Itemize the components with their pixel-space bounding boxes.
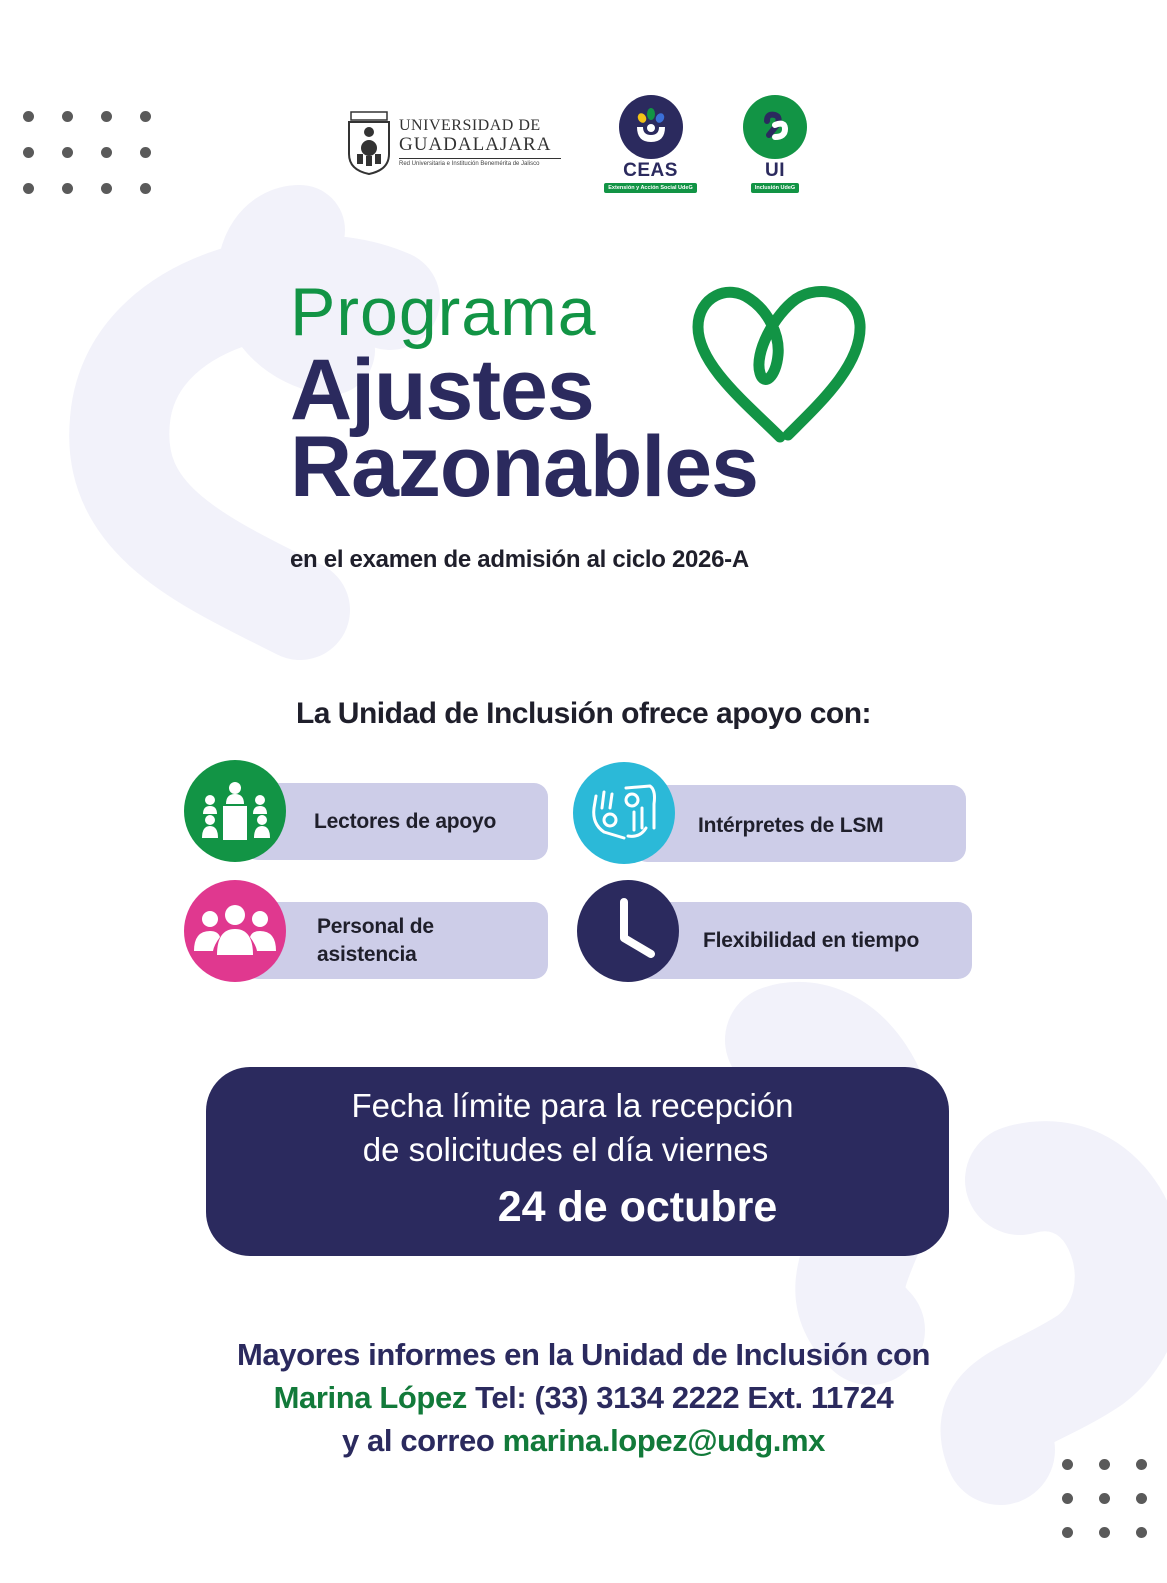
ceas-word: CEAS <box>623 160 678 181</box>
udg-crest-icon <box>345 110 393 176</box>
logo-bar <box>0 100 1167 200</box>
udg-subtitle: Red Universitaria e Institución Benemérita de Jalisco <box>399 161 540 167</box>
contact-email-link[interactable]: marina.lopez@udg.mx <box>502 1423 825 1458</box>
contact-email-prefix: y al correo <box>342 1423 503 1458</box>
offer-label: Lectores de apoyo <box>314 809 497 833</box>
contact-phone: Tel: (33) 3134 2222 Ext. 11724 <box>466 1380 894 1415</box>
offers-heading: La Unidad de Inclusión ofrece apoyo con: <box>295 697 872 730</box>
title-ajustes: Ajustes <box>290 342 594 438</box>
decorative-dots-bottom-right <box>1062 1459 1147 1538</box>
sign-language-icon <box>573 762 675 864</box>
ceas-logo <box>603 95 698 193</box>
ceas-tag: Extensión y Acción Social UdeG <box>604 183 696 193</box>
offer-label: Personal de asistencia <box>317 915 434 966</box>
contact-line2 <box>0 1376 1167 1419</box>
ui-tag: Inclusión UdeG <box>751 183 799 193</box>
deadline-date: 24 de octubre <box>497 1183 778 1231</box>
title-razonables: Razonables <box>290 419 758 516</box>
ui-logo <box>738 95 812 193</box>
people-group-icon <box>184 880 286 982</box>
udg-name-line2: GUADALAJARA <box>399 134 552 155</box>
contact-info <box>0 1333 1167 1462</box>
deadline-line1: Fecha límite para la recepción <box>351 1087 794 1124</box>
offer-label: Flexibilidad en tiempo <box>703 928 920 952</box>
heart-icon <box>688 285 868 445</box>
ui-word: UI <box>765 160 785 181</box>
ui-emblem-icon <box>743 95 807 159</box>
offer-label: Intérpretes de LSM <box>698 813 884 837</box>
contact-name: Marina López <box>273 1380 467 1415</box>
deadline-line2: de solicitudes el día viernes <box>362 1131 769 1168</box>
ceas-emblem-icon <box>619 95 683 159</box>
udg-name-line1: UNIVERSIDAD DE <box>399 117 541 134</box>
udg-logo <box>345 110 561 176</box>
contact-line1: Mayores informes en la Unidad de Inclusión con <box>236 1337 931 1372</box>
clock-icon <box>577 880 679 982</box>
contact-line3 <box>0 1419 1167 1462</box>
title-programa: Programa <box>290 274 597 350</box>
deadline-box <box>206 1067 949 1256</box>
reading-group-icon <box>184 760 286 862</box>
title-subtitle: en el examen de admisión al ciclo 2026-A <box>290 546 749 573</box>
